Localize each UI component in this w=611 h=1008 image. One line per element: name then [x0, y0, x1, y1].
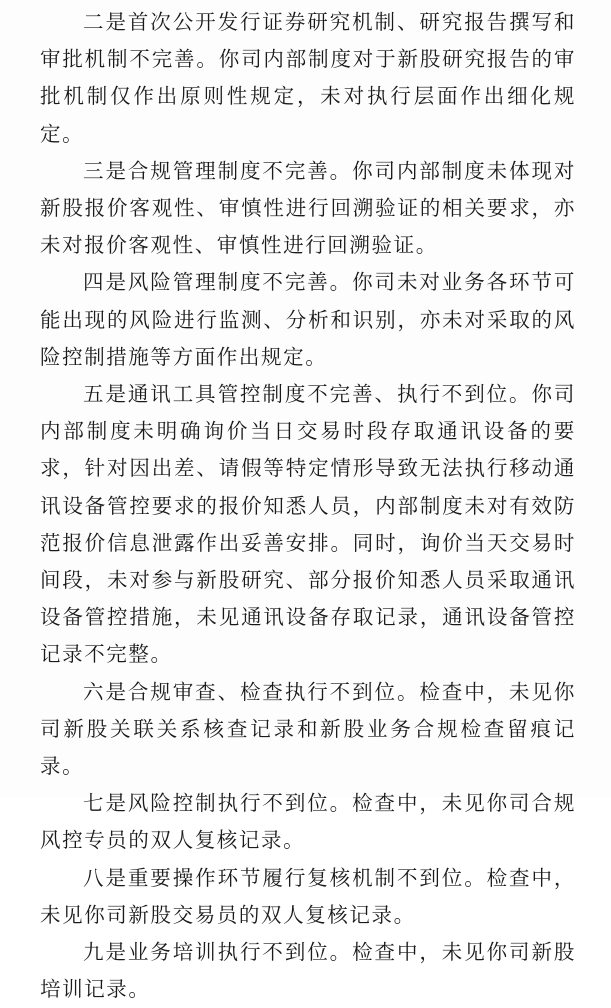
document-body — [40, 4, 576, 1008]
paragraph-item-3: 三是合规管理制度不完善。你司内部制度未体现对新股报价客观性、审慎性进行回溯验证的相关要求，亦未对报价客观性、审慎性进行回溯验证。 — [40, 158, 576, 258]
paragraph-item-6: 六是合规审查、检查执行不到位。检查中，未见你司新股关联关系核查记录和新股业务合规检查留痕记录。 — [40, 679, 576, 779]
paragraph-item-4: 四是风险管理制度不完善。你司未对业务各环节可能出现的风险进行监测、分析和识别，亦未对采取的风险控制措施等方面作出规定。 — [40, 270, 576, 369]
paragraph-item-8: 八是重要操作环节履行复核机制不到位。检查中，未见你司新股交易员的双人复核记录。 — [40, 865, 576, 927]
paragraph-item-2: 二是首次公开发行证券研究机制、研究报告撰写和审批机制不完善。你司内部制度对于新股研究报告的审批机制仅作出原则性规定，未对执行层面作出细化规定。 — [40, 10, 576, 146]
paragraph-item-7: 七是风险控制执行不到位。检查中，未见你司合规风控专员的双人复核记录。 — [40, 791, 576, 853]
paragraph-item-9: 九是业务培训执行不到位。检查中，未见你司新股培训记录。 — [40, 940, 576, 1002]
paragraph-item-5: 五是通讯工具管控制度不完善、执行不到位。你司内部制度未明确询价当日交易时段存取通讯设备的要求，针对因出差、请假等特定情形导致无法执行移动通讯设备管控要求的报价知悉人员，内部制度未对有效防范报价信息泄露作出妥善安排。同时，询价当天交易时间段，未对参与新股研究、部分报价知悉人员采取通讯设备管控措施，未见通讯设备存取记录，通讯设备管控记录不完整。 — [40, 382, 576, 667]
